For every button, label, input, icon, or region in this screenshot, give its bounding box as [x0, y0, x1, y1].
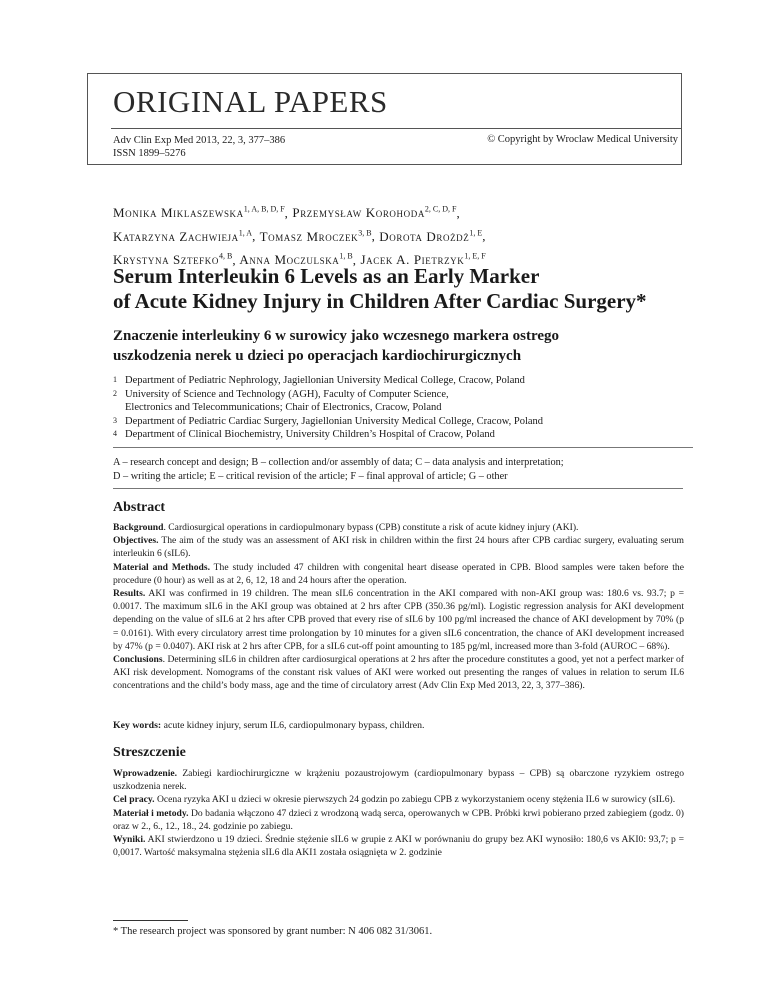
section-label: ORIGINAL PAPERS: [113, 84, 388, 119]
streszczenie-paragraph: Cel pracy. Ocena ryzyka AKI u dzieci w okresie pierwszych 24 godzin po zabiegu CPB z wykorzystaniem oceny stężenia IL6 w surowicy (sIL6).: [113, 794, 676, 806]
author: Krystyna Sztefko$^{4, B}$: [113, 251, 233, 267]
affiliation: 1 Department of Pediatric Nephrology, Jagiellonian University Medical College, Cracow, Poland: [113, 375, 525, 386]
journal-citation: [113, 134, 285, 160]
contribution-line: D – writing the article; E – critical revision of the article; F – final approval of article; G – other: [113, 471, 508, 482]
article-title-polish: [113, 326, 713, 366]
affiliation: Electronics and Telecommunications; Chair of Electronics, Cracow, Poland: [125, 402, 442, 414]
author: Monika Miklaszewska$^{1, A, B, D, F}$: [113, 205, 285, 221]
abstract-body: [113, 521, 684, 693]
title-line: Serum Interleukin 6 Levels as an Early Marker: [113, 264, 540, 288]
streszczenie-heading: Streszczenie: [113, 745, 186, 760]
title-line: Znaczenie interleukiny 6 w surowicy jako wczesnego markera ostrego: [113, 328, 560, 344]
author: Tomasz Mroczek$^{3, B}$: [259, 228, 372, 244]
footnote-divider: [113, 920, 188, 921]
author: Jacek A. Pietrzyk$^{1, E, F}$: [360, 251, 486, 267]
abstract-paragraph: Material and Methods. The study included 47 children with congenital heart disease operated in CPB. Blood samples were taken before the procedure (0 hour) as well as at 2, 6, 12, 18 and 24 hours after the operation.: [113, 561, 684, 586]
author: Katarzyna Zachwieja$^{1, A}$: [113, 228, 253, 244]
author: Anna Moczulska$^{1, B}$: [239, 251, 353, 267]
author: Przemysław Korohoda$^{2, C, D, F}$: [292, 205, 457, 221]
contribution-line: A – research concept and design; B – collection and/or assembly of data; C – data analysis and interpretation;: [113, 457, 564, 468]
contribution-divider: [113, 488, 683, 489]
streszczenie-paragraph: Materiał i metody. Do badania włączono 47 dzieci z wrodzoną wadą serca, operowanych w CPB. Próbki krwi pobierano przed zabiegiem (godz. 0) oraz w 2., 6., 12., 18., 24. godzinie po zabiegu.: [113, 807, 684, 832]
abstract-paragraph: Background. Cardiosurgical operations in cardiopulmonary bypass (CPB) constitute a risk of acute kidney injury (AKI).: [113, 522, 579, 533]
abstract-paragraph: Conclusions. Determining sIL6 in children after cardiosurgical operations at 2 hrs after the procedure constitutes a good, yet not a perfect marker of AKI risk development. Nomograms of the constant risk values of AKI were worked out presenting the ranges of values in relation to serum IL6 concentrations and the child’s body mass, age and the time of circulatory arrest (Adv Clin Exp Med 2013, 22, 3, 377–386).: [113, 654, 684, 692]
copyright-notice: © Copyright by Wroclaw Medical University: [487, 134, 678, 145]
journal-line: Adv Clin Exp Med 2013, 22, 3, 377–386: [113, 135, 286, 146]
footnote: * The research project was sponsored by grant number: N 406 082 31/3061.: [113, 926, 433, 937]
author: Dorota Drożdż$^{1, E}$: [379, 228, 483, 244]
header-divider: [111, 128, 681, 129]
article-title: [113, 264, 713, 314]
abstract-heading: Abstract: [113, 500, 166, 515]
affiliation: 3 Department of Pediatric Cardiac Surgery, Jagiellonian University Medical College, Cracow, Poland: [113, 415, 544, 427]
streszczenie-paragraph: Wyniki. AKI stwierdzono u 19 dzieci. Średnie stężenie sIL6 w grupie z AKI w porównaniu do grupy bez AKI wynosiło: 180,6 vs AKI0: 93,7; p = 0,0017. Wartość maksymalna stężenia sIL6 dla AKI1 została osiągnięta w 2. godzinie: [113, 834, 684, 859]
affiliation: 4 Department of Clinical Biochemistry, University Children’s Hospital of Cracow, Poland: [113, 429, 495, 441]
affiliation: 2 University of Science and Technology (AGH), Faculty of Computer Science,: [113, 388, 449, 400]
issn: ISSN 1899–5276: [113, 148, 186, 159]
abstract-paragraph: Objectives. The aim of the study was an assessment of AKI risk in children within the first 24 hours after CPB cardiac surgery, evaluating serum interleukin 6 (sIL6).: [113, 535, 684, 560]
keywords: Key words: acute kidney injury, serum IL6, cardiopulmonary bypass, children.: [113, 720, 425, 731]
title-line: uszkodzenia nerek u dzieci po operacjach kardiochirurgicznych: [113, 348, 522, 364]
contribution-legend: [113, 447, 693, 484]
title-line: of Acute Kidney Injury in Children After Cardiac Surgery*: [113, 289, 647, 313]
abstract-paragraph: Results. AKI was confirmed in 19 children. The mean sIL6 concentration in the AKI compared with non-AKI group was: 180.6 vs. 93.7; p = 0.0017. The maximum sIL6 in the AKI group was obtained at 2 hrs after CPB (350.36 pg/ml). Logistic regression analysis for AKI development depending on the value of sIL6 at 2 hrs after CPB proved that every rise of sIL6 by 100 pg/ml increased the chance of AKI development by 70% (p = 0.0161). With every circulatory arrest time prolongation by 10 minutes for a given sIL6 concentration, the chance of AKI development increased by 47% (p = 0.0407). AKI risk at 2 hrs after CPB, for a sIL6 cut-off point amounting to 185 pg/ml, increased more than 3-fold (AUROC – 68%).: [113, 588, 684, 652]
author-list: Monika Miklaszewska$^{1, A, B, D, F}$, Przemysław Korohoda$^{2, C, D, F}$, Katarzyna Zachwieja$^{1, A}$, Tomasz Mroczek$^{3, B}$, Dorota Drożdż$^{1, E}$, Krystyna Sztefko$^{4, B}$, Anna Moczulska$^{1, B}$, Jacek A. Pietrzyk$^{1, E, F}$: [113, 205, 487, 267]
streszczenie-paragraph: Wprowadzenie. Zabiegi kardiochirurgiczne w krążeniu pozaustrojowym (cardiopulmonary bypass – CPB) są obarczone ryzykiem ostrego uszkodzenia nerek.: [113, 768, 684, 793]
affiliations: [113, 374, 693, 442]
streszczenie-body: [113, 767, 684, 859]
